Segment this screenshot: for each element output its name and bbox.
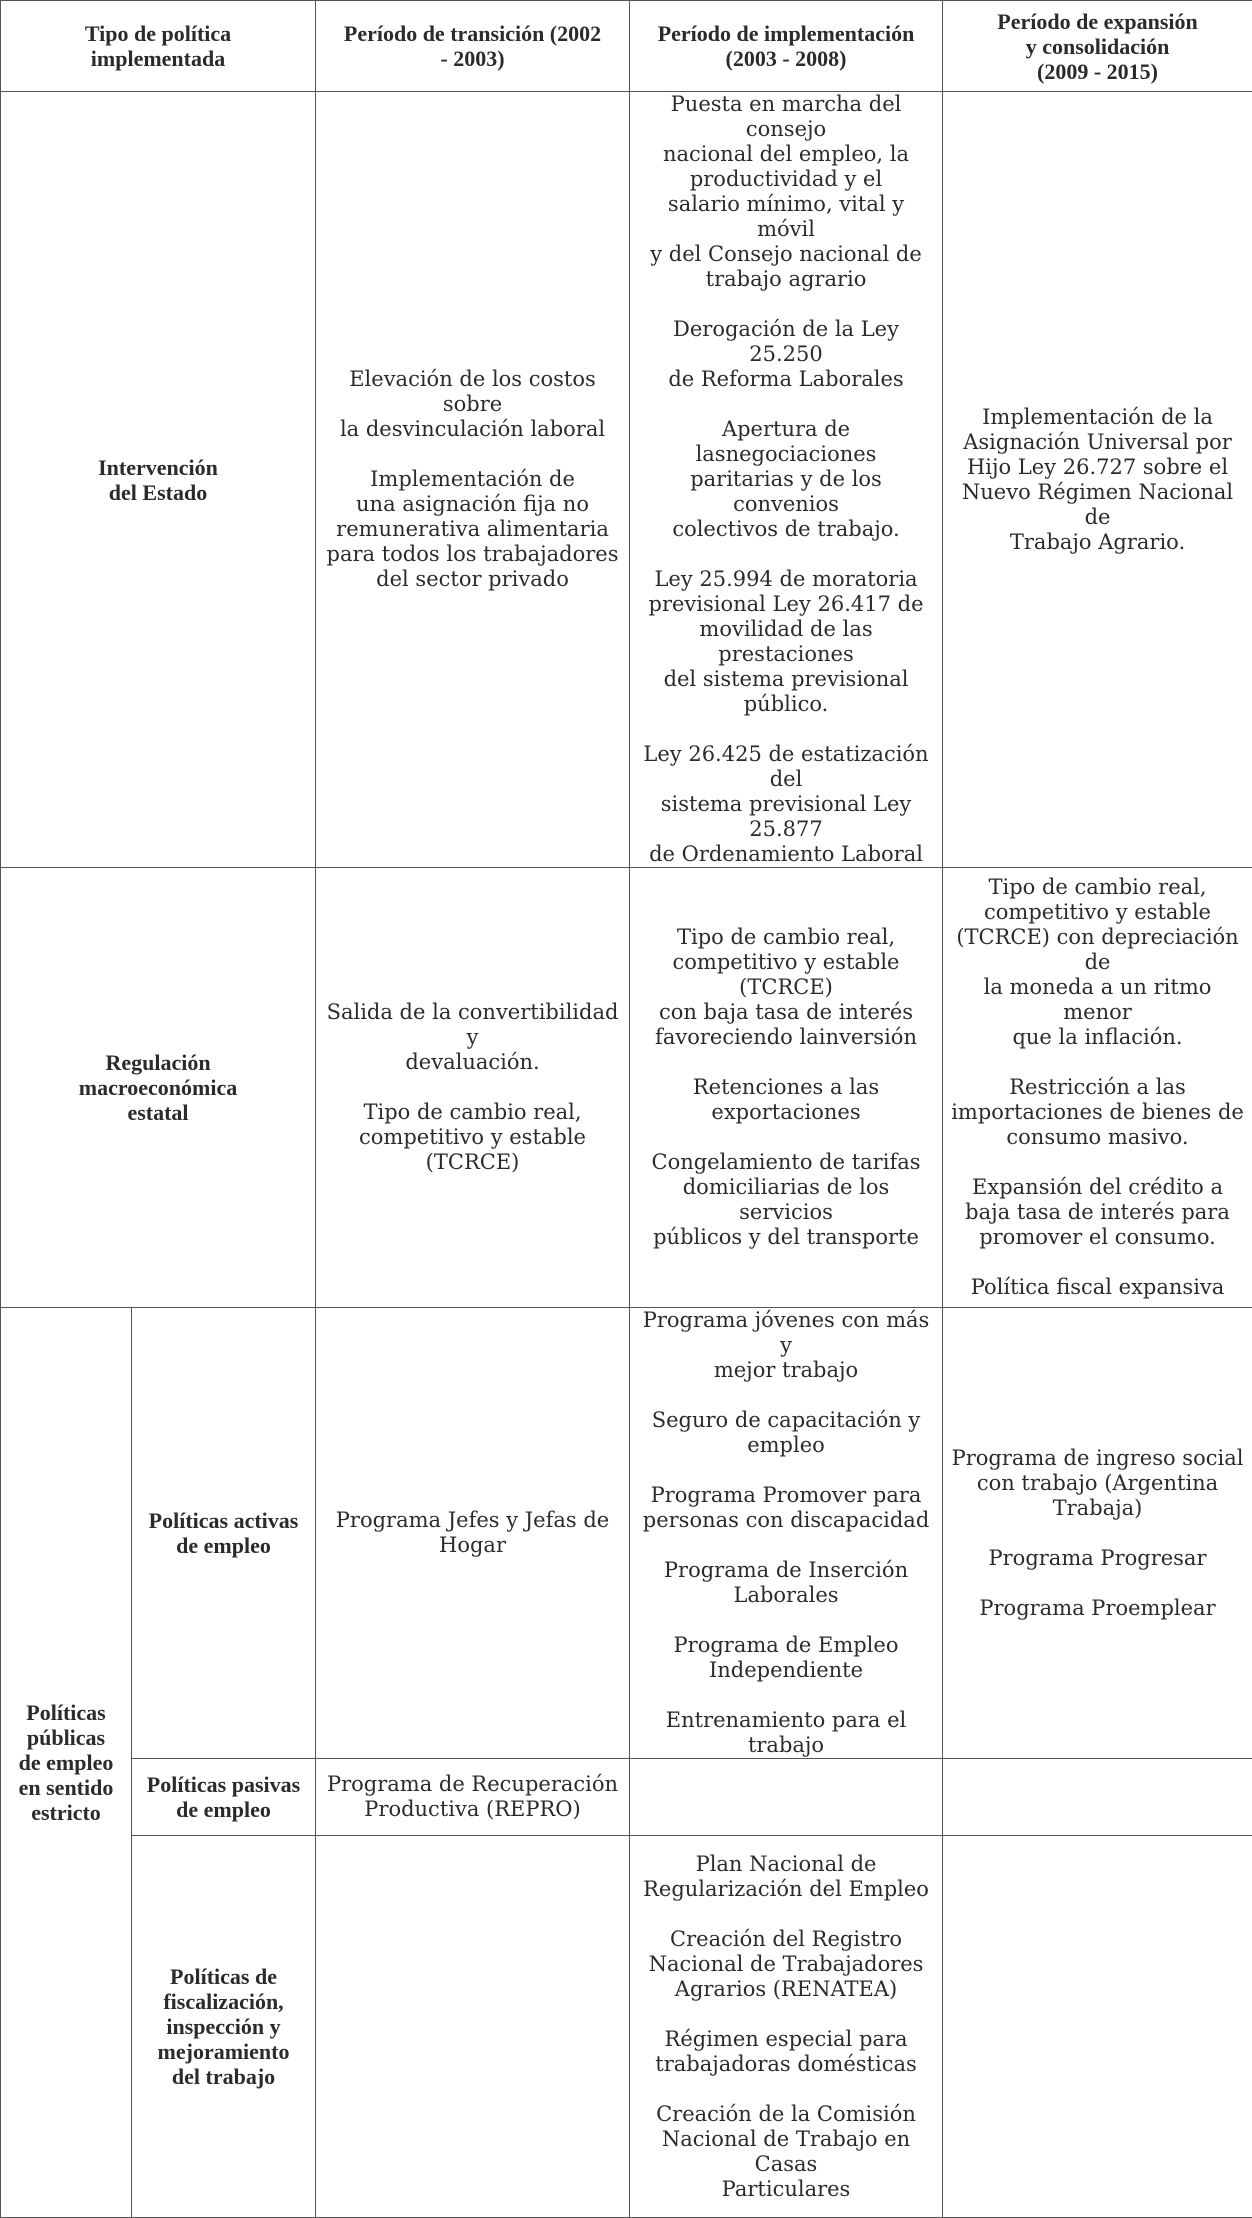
cell-item: Programa Proemplear (951, 1596, 1244, 1621)
cell-item: Implementación de una asignación fija no remunerativa alimentaria para todos los trabajadores del sector privado (324, 467, 621, 592)
cell-pasivas-expansion (943, 1759, 1252, 1836)
cell-item: Implementación de la Asignación Universal por Hijo Ley 26.727 sobre el Nuevo Régimen Nacional de Trabajo Agrario. (951, 405, 1244, 555)
cell-item: Programa de Recuperación Productiva (REPRO) (324, 1772, 621, 1822)
cell-regulacion-implementacion (630, 868, 943, 1308)
cell-item: Programa Promover para personas con discapacidad (638, 1483, 934, 1533)
cell-item: Programa de Inserción Laborales (638, 1558, 934, 1608)
cell-regulacion-expansion (943, 868, 1252, 1308)
header-row (1, 1, 1252, 92)
cell-item: Programa Jefes y Jefas de Hogar (324, 1508, 621, 1558)
cell-item: Elevación de los costos sobre la desvinculación laboral (324, 367, 621, 442)
cell-item: Régimen especial para trabajadoras domésticas (638, 2027, 934, 2077)
header-transition-period: Período de transición (2002 - 2003) (316, 1, 630, 92)
cell-item: Plan Nacional de Regularización del Empleo (638, 1852, 934, 1902)
cell-item: Programa Progresar (951, 1546, 1244, 1571)
cell-pasivas-transicion (316, 1759, 630, 1836)
cell-item: Congelamiento de tarifas domiciliarias de los servicios públicos y del transporte (638, 1150, 934, 1250)
cell-fiscalizacion-transicion (316, 1836, 630, 2218)
cell-item: Expansión del crédito a baja tasa de interés para promover el consumo. (951, 1175, 1244, 1250)
cell-item: Creación de la Comisión Nacional de Trabajo en Casas Particulares (638, 2102, 934, 2202)
row-label-intervencion: Intervención del Estado (1, 92, 316, 868)
cell-activas-transicion (316, 1308, 630, 1759)
cell-item: Tipo de cambio real, competitivo y estable (TCRCE) con depreciación de la moneda a un ritmo menor que la inflación. (951, 875, 1244, 1050)
cell-intervencion-expansion (943, 92, 1252, 868)
cell-item: Derogación de la Ley 25.250 de Reforma Laborales (638, 317, 934, 392)
cell-item: Retenciones a las exportaciones (638, 1075, 934, 1125)
cell-item: Entrenamiento para el trabajo (638, 1708, 934, 1758)
cell-item: Programa jóvenes con más y mejor trabajo (638, 1308, 934, 1383)
cell-item: Creación del Registro Nacional de Trabajadores Agrarios (RENATEA) (638, 1927, 934, 2002)
cell-item: Salida de la convertibilidad y devaluación. (324, 1000, 621, 1075)
cell-item: Ley 26.425 de estatización del sistema previsional Ley 25.877 de Ordenamiento Laboral (638, 742, 934, 867)
row-politicas-pasivas (1, 1759, 1252, 1836)
cell-activas-implementacion (630, 1308, 943, 1759)
cell-item: Tipo de cambio real, competitivo y estable (TCRCE) con baja tasa de interés favoreciendo lainversión (638, 925, 934, 1050)
row-label-regulacion: Regulación macroeconómica estatal (1, 868, 316, 1308)
subrow-label-activas: Políticas activas de empleo (132, 1308, 316, 1759)
row-label-politicas-publicas: Políticas públicas de empleo en sentido estricto (1, 1308, 132, 2218)
cell-item: Ley 25.994 de moratoria previsional Ley 26.417 de movilidad de las prestaciones del sistema previsional público. (638, 567, 934, 717)
cell-fiscalizacion-implementacion (630, 1836, 943, 2218)
header-policy-type: Tipo de política implementada (1, 1, 316, 92)
cell-item: Puesta en marcha del consejo nacional del empleo, la productividad y el salario mínimo, vital y móvil y del Consejo nacional de trabajo agrario (638, 92, 934, 292)
cell-activas-expansion (943, 1308, 1252, 1759)
cell-item: Apertura de lasnegociaciones paritarias y de los convenios colectivos de trabajo. (638, 417, 934, 542)
cell-intervencion-implementacion (630, 92, 943, 868)
row-politicas-fiscalizacion (1, 1836, 1252, 2218)
header-expansion-period: Período de expansión y consolidación (2009 - 2015) (943, 1, 1252, 92)
subrow-label-fiscalizacion: Políticas de fiscalización, inspección y mejoramiento del trabajo (132, 1836, 316, 2218)
cell-intervencion-transicion (316, 92, 630, 868)
cell-item: Política fiscal expansiva (951, 1275, 1244, 1300)
cell-regulacion-transicion (316, 868, 630, 1308)
row-politicas-activas (1, 1308, 1252, 1759)
row-intervencion (1, 92, 1252, 868)
cell-item: Tipo de cambio real, competitivo y estable (TCRCE) (324, 1100, 621, 1175)
cell-item: Programa de ingreso social con trabajo (Argentina Trabaja) (951, 1446, 1244, 1521)
cell-pasivas-implementacion (630, 1759, 943, 1836)
subrow-label-pasivas: Políticas pasivas de empleo (132, 1759, 316, 1836)
cell-item: Programa de Empleo Independiente (638, 1633, 934, 1683)
header-implementation-period: Período de implementación (2003 - 2008) (630, 1, 943, 92)
row-regulacion (1, 868, 1252, 1308)
cell-item: Restricción a las importaciones de bienes de consumo masivo. (951, 1075, 1244, 1150)
cell-item: Seguro de capacitación y empleo (638, 1408, 934, 1458)
cell-fiscalizacion-expansion (943, 1836, 1252, 2218)
